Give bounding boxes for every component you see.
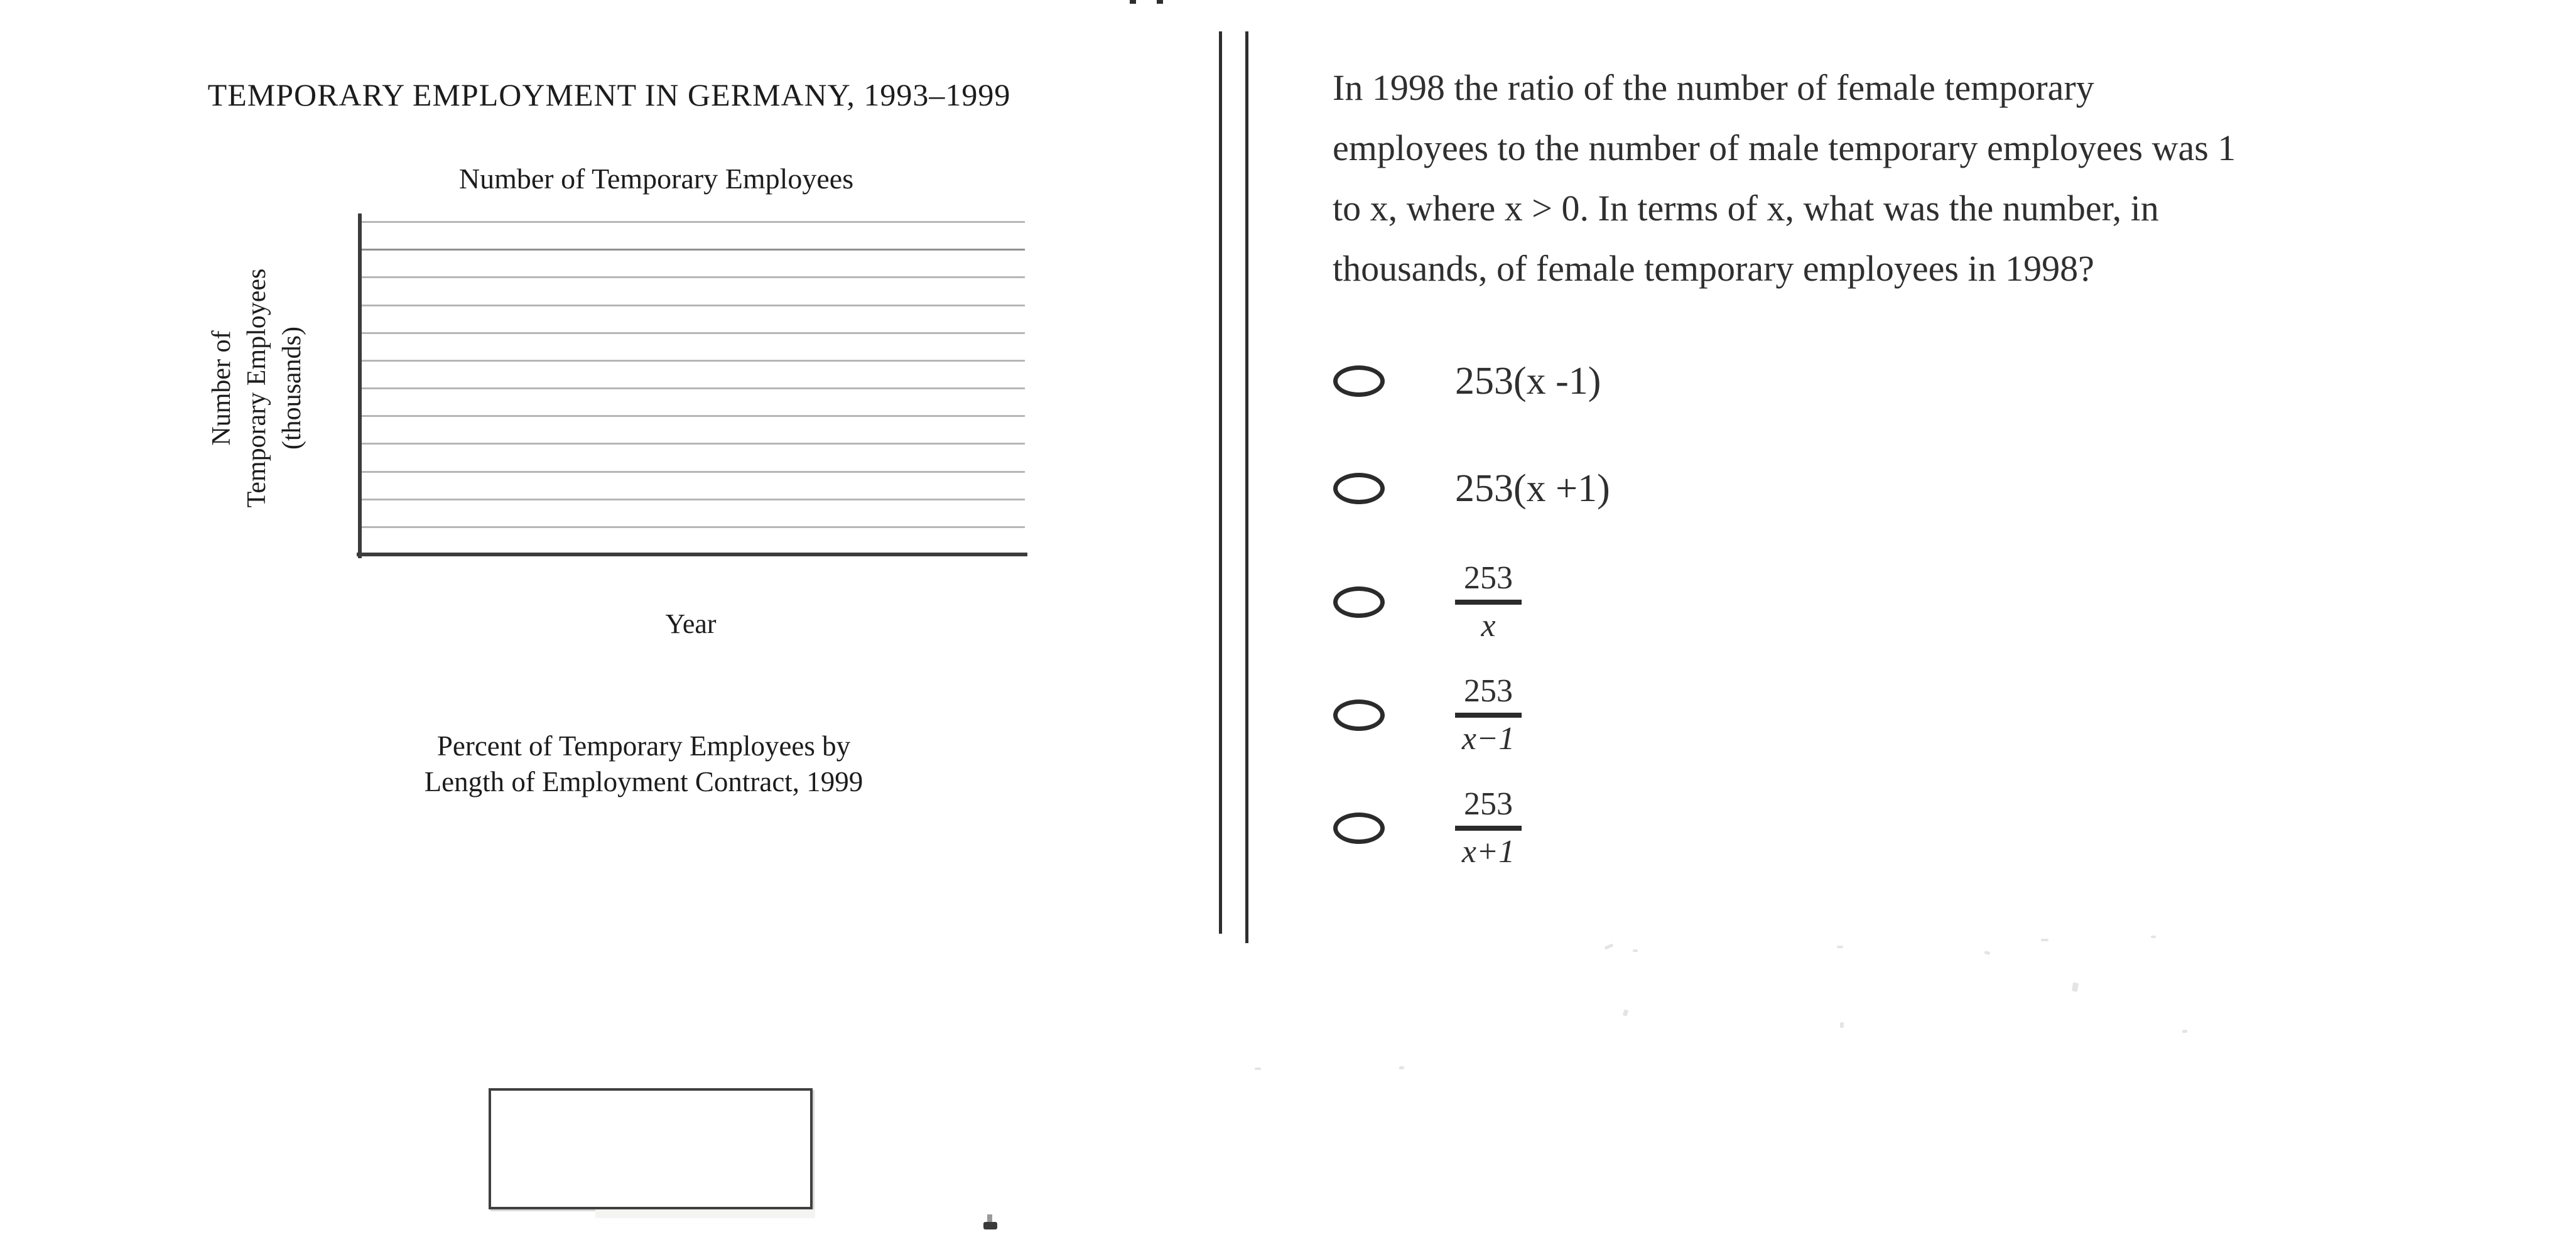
smudge-artifact (1837, 946, 1843, 948)
gridline (362, 387, 1025, 389)
smudge-artifact (1255, 1067, 1261, 1070)
ink-mark-artifact (987, 1214, 992, 1222)
fraction-numerator: 253 (1464, 560, 1513, 596)
pie-title-line: Length of Employment Contract, 1999 (424, 766, 863, 797)
radio-button-icon[interactable] (1333, 473, 1385, 504)
gridline (362, 415, 1025, 417)
bar-chart-title: Number of Temporary Employees (458, 163, 854, 195)
panel-divider-line (1245, 31, 1248, 943)
answer-option-1[interactable] (1333, 355, 1601, 408)
panel-divider-line (1219, 31, 1222, 934)
smudge-artifact (2151, 936, 2156, 938)
gridline (362, 471, 1025, 473)
pie-chart (484, 782, 781, 1084)
smudge-artifact (1605, 943, 1614, 949)
gridline (362, 276, 1025, 278)
radio-button-icon[interactable] (1333, 813, 1385, 844)
y-axis-line (358, 213, 362, 558)
fraction-numerator: 253 (1464, 786, 1513, 822)
smudge-artifact (1840, 1022, 1844, 1028)
question-line: thousands, of female temporary employees in 1998? (1333, 248, 2094, 289)
gridline (362, 249, 1025, 251)
y-axis-label-line: (thousands) (278, 327, 306, 450)
bar-chart-x-axis-label: Year (665, 608, 717, 639)
gridline (362, 221, 1025, 223)
gridline (362, 360, 1025, 362)
question-line: In 1998 the ratio of the number of female temporary (1333, 67, 2094, 108)
question-line: employees to the number of male temporary employees was 1 (1333, 127, 2236, 168)
gridline (362, 443, 1025, 445)
answer-option-5[interactable] (1333, 786, 1522, 870)
pie-legend (489, 1088, 813, 1209)
fraction-denominator: x (1481, 608, 1496, 644)
smudge-artifact (1623, 1009, 1629, 1017)
clipped-text-remnant (1157, 0, 1163, 4)
smudge-artifact (1399, 1066, 1404, 1069)
fraction-bar (1455, 826, 1522, 831)
clipped-text-remnant (1130, 0, 1136, 4)
smudge-artifact (2041, 939, 2048, 941)
fraction-denominator: x+1 (1461, 834, 1515, 870)
smudge-artifact (1984, 951, 1991, 955)
smudge-artifact (2072, 982, 2079, 991)
smudge-artifact (1633, 949, 1638, 952)
answer-option-2[interactable] (1333, 462, 1610, 515)
radio-button-icon[interactable] (1333, 700, 1385, 731)
smudge-artifact (595, 1209, 815, 1218)
answer-option-label: 253(x +1) (1455, 467, 1610, 510)
fraction-numerator: 253 (1464, 673, 1513, 709)
answer-option-fraction (1455, 673, 1522, 757)
question-line: to x, where x > 0. In terms of x, what was the number, in (1333, 188, 2159, 229)
radio-button-icon[interactable] (1333, 586, 1385, 618)
gridline (362, 499, 1025, 500)
answer-option-fraction (1455, 786, 1522, 870)
answer-option-4[interactable] (1333, 673, 1522, 757)
answer-option-label: 253(x -1) (1455, 359, 1601, 402)
smudge-artifact (2182, 1030, 2187, 1033)
fraction-denominator: x−1 (1461, 721, 1515, 757)
pie-title-line: Percent of Temporary Employees by (436, 730, 851, 762)
fraction-bar (1455, 713, 1522, 718)
answer-option-3[interactable] (1333, 560, 1522, 644)
gridline (362, 526, 1025, 528)
gridline (362, 332, 1025, 334)
bar-chart-y-axis-label (204, 211, 311, 565)
y-axis-label-line: Number of (207, 330, 236, 446)
answer-option-fraction (1455, 560, 1522, 644)
ink-mark-artifact (983, 1222, 997, 1229)
gridline (362, 305, 1025, 306)
x-axis-line (357, 553, 1027, 556)
figure-title: TEMPORARY EMPLOYMENT IN GERMANY, 1993–1999 (207, 77, 1011, 112)
y-axis-label-line: Temporary Employees (242, 268, 271, 508)
radio-button-icon[interactable] (1333, 365, 1385, 397)
fraction-bar (1455, 600, 1522, 605)
